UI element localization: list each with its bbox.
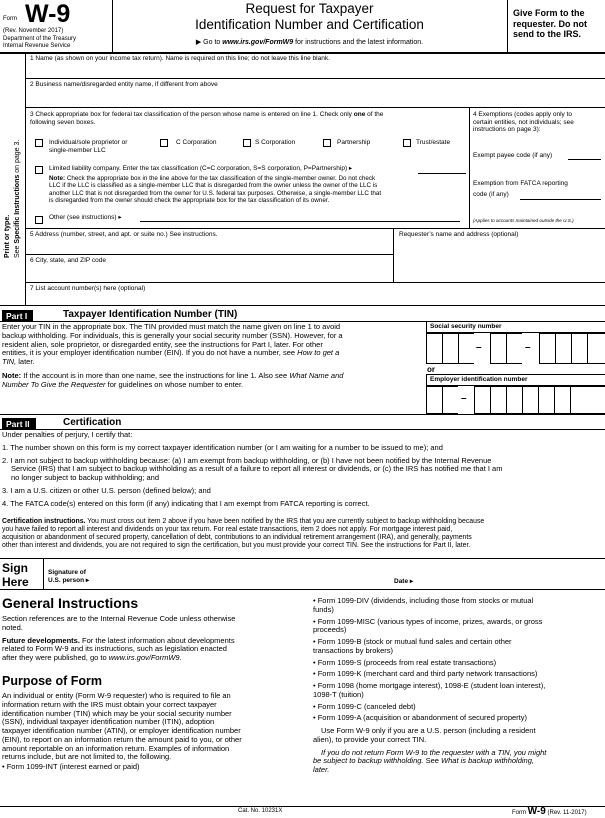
part-1-badge: Part I <box>2 310 33 322</box>
ein-digit[interactable] <box>506 386 522 414</box>
form-number: W-9 <box>25 0 71 28</box>
line-7-label: 7 List account number(s) here (optional) <box>30 285 146 292</box>
signature-field[interactable] <box>100 562 390 587</box>
ein-dash: – <box>461 393 467 404</box>
fatca-input[interactable] <box>520 199 601 200</box>
ssn-digit[interactable] <box>555 333 571 364</box>
goto-line: ▶ Go to www.irs.gov/FormW9 for instructions and the latest information. <box>195 39 424 46</box>
line-1-label: 1 Name (as shown on your income tax return). Name is required on this line; do not leave this line blank. <box>30 55 330 62</box>
ssn-dash: – <box>476 342 482 353</box>
ssn-digit[interactable] <box>458 333 474 364</box>
other-input[interactable] <box>140 221 460 222</box>
exempt-payee-input[interactable] <box>568 159 601 160</box>
ssn-digit[interactable] <box>442 333 458 364</box>
ein-digit[interactable] <box>490 386 506 414</box>
individual-label: Individual/sole proprietor or single-member LLC <box>49 139 128 154</box>
ein-digit[interactable] <box>522 386 538 414</box>
ein-digit[interactable] <box>538 386 554 414</box>
ein-label: Employer identification number <box>430 376 528 383</box>
line-2-label: 2 Business name/disregarded entity name, if different from above <box>30 81 218 88</box>
ein-digit[interactable] <box>426 386 442 414</box>
c-corp-checkbox[interactable] <box>160 139 168 147</box>
catalog-number: Cat. No. 10231X <box>238 808 283 814</box>
line-5-label: 5 Address (number, street, and apt. or suite no.) See instructions. <box>30 231 218 238</box>
ein-digit[interactable] <box>474 386 490 414</box>
trust-label: Trust/estate <box>416 139 451 146</box>
side-instructions: Print or type. <box>4 214 11 258</box>
signature-label: Signature of U.S. person ▸ <box>48 569 90 584</box>
llc-note: Note: Check the appropriate box in the line above for the tax classification of the single-member owner. Do not check LLC if the LLC is classified as a single-member LLC that is disregarded from the owner unless the owner of the LLC is another LLC that is not disregarded from the owner for U.S. federal tax purposes. Otherwise, a single-member LLC that is disregarded from the owner should check the appropriate box for the tax classification of its owner. <box>49 175 382 205</box>
date-label: Date ▸ <box>394 578 414 585</box>
other-label: Other (see instructions) ▸ <box>49 214 122 221</box>
partnership-checkbox[interactable] <box>323 139 331 147</box>
ein-digit[interactable] <box>442 386 458 414</box>
purpose-text: An individual or entity (Form W-9 requester) who is required to file an information return with the IRS must obtain your correct taxpayer identification number (TIN) which may be your social security number (SSN), individual taxpayer identification number (ITIN), adoption taxpayer identification number (ATIN), or employer identification number (EIN), to report on an information return the amount paid to you, or other amount reportable on an information return. Examples of information returns include, but are not limited to, the following. • Form 1099-INT (interest earned or paid) <box>2 691 242 772</box>
other-checkbox[interactable] <box>35 216 43 224</box>
ein-input[interactable] <box>426 386 605 414</box>
requester-label: Requester’s name and address (optional) <box>399 231 519 238</box>
s-corp-label: S Corporation <box>255 139 296 146</box>
individual-checkbox[interactable] <box>35 139 43 147</box>
sign-here-label: Sign Here <box>2 561 29 590</box>
ssn-dash: – <box>525 342 531 353</box>
ssn-digit[interactable] <box>490 333 506 364</box>
ein-digit[interactable] <box>554 386 570 414</box>
ssn-digit[interactable] <box>539 333 555 364</box>
llc-classification-input[interactable] <box>418 173 466 174</box>
form-label: Form <box>3 16 17 22</box>
ssn-digit[interactable] <box>426 333 442 364</box>
footer-form-id: Form W-9 (Rev. 11-2017) <box>512 806 587 817</box>
give-form-note: Give Form to the requester. Do not send to the IRS. <box>513 8 588 40</box>
form-revision: (Rev. November 2017) <box>3 28 64 34</box>
irs-link[interactable]: www.irs.gov/FormW9 <box>222 39 294 46</box>
general-instructions-heading: General Instructions <box>2 595 139 611</box>
part-2-badge: Part II <box>2 418 36 430</box>
form-title: Request for Taxpayer Identification Number and Certification <box>195 1 424 32</box>
trust-checkbox[interactable] <box>403 139 411 147</box>
line-6-label: 6 City, state, and ZIP code <box>30 257 106 264</box>
exemptions-label: 4 Exemptions (codes apply only to certain entities, not individuals; see instructions on page 3): <box>473 111 574 134</box>
agency: Internal Revenue Service <box>3 43 71 49</box>
purpose-heading: Purpose of Form <box>2 674 103 688</box>
department: Department of the Treasury <box>3 36 77 42</box>
line-3-label: 3 Check appropriate box for federal tax classification of the person whose name is entered on line 1. Check only one of the following seven boxes. <box>30 111 384 126</box>
partnership-label: Partnership <box>337 139 371 146</box>
date-field[interactable] <box>420 566 600 586</box>
llc-checkbox[interactable] <box>35 166 43 174</box>
ssn-digit[interactable] <box>571 333 587 364</box>
ssn-input[interactable] <box>426 333 605 364</box>
ssn-digit[interactable] <box>587 333 605 364</box>
s-corp-checkbox[interactable] <box>243 139 251 147</box>
ssn-label: Social security number <box>430 323 502 330</box>
irs-link-2[interactable]: www.irs.gov/FormW9. <box>108 653 182 663</box>
c-corp-label: C Corporation <box>176 139 217 146</box>
fatca-applies-note: (Applies to accounts maintained outside the U.S.) <box>473 218 574 223</box>
part-2-title: Certification <box>63 417 122 428</box>
side-instructions-2: See Specific Instructions on page 3. <box>14 139 21 258</box>
certification-text: Under penalties of perjury, I certify that: 1. The number shown on this form is my correct taxpayer identification number (or I am waiting for a number to be issued to me); and 2. I am not subject to backup withholding because: (a) I am exempt from backup withholding, or (b) I have not been notified by the Internal Revenue Service (IRS) that I am subject to backup withholding as a result of a failure to report all interest or dividends, or (c) the IRS has notified me that I am no longer subject to backup withholding; and 3. I am a U.S. citizen or other U.S. person (defined below); and 4. The FATCA code(s) entered on this form (if any) indicating that I am exempt from FATCA reporting is correct. <box>2 430 503 508</box>
instructions-right-column: • Form 1099-DIV (dividends, including those from stocks or mutual funds) • Form 1099-MISC (various types of income, prizes, awards, or gross proceeds) • Form 1099-B (stock or mutual fund sales and certain other transactions by brokers) • Form 1099-S (proceeds from real estate transactions) • Form 1099-K (merchant card and third party network transactions) • Form 1098 (home mortgage interest), 1098-E (student loan interest), 1098-T (tuition) • Form 1099-C (canceled debt) • Form 1099-A (acquisition or abandonment of secured property) Use Form W-9 only if you are a U.S. person (including a resident alien), to provide your correct TIN. If you do not return Form W-9 to the requester with a TIN, you might be subject to backup withholding. See What is backup withholding, later. <box>313 596 547 775</box>
llc-label: Limited liability company. Enter the tax classification (C=C corporation, S=S corporation, P=Partnership) ▸ <box>49 165 353 172</box>
instructions-left-column: Section references are to the Internal Revenue Code unless otherwise noted. Future developments. For the latest information about developments related to Form W-9 and its instructions, such as legislation enacted after they were published, go to www.irs.gov/FormW9. <box>2 614 236 663</box>
part-1-title: Taxpayer Identification Number (TIN) <box>63 309 238 320</box>
exempt-payee-label: Exempt payee code (if any) <box>473 152 553 159</box>
fatca-label: Exemption from FATCA reporting code (if any) <box>473 180 568 198</box>
ssn-digit[interactable] <box>506 333 522 364</box>
part-1-text: Enter your TIN in the appropriate box. The TIN provided must match the name given on line 1 to avoid backup withholding. For individuals, this is generally your social security number (SSN). However, for a resident alien, sole proprietor, or disregarded entity, see the instructions for Part I, later. For other entities, it is your employer identification number (EIN). If you do not have a number, see How to get a TIN, later. Note: If the account is in more than one name, see the instructions for line 1. Also see What Name and Number To Give the Requester for guidelines on whose number to enter. <box>2 322 344 389</box>
ein-digit[interactable] <box>570 386 605 414</box>
or-label: or <box>427 365 435 374</box>
certification-instructions: Certification instructions. You must cross out item 2 above if you have been notified by the IRS that you are currently subject to backup withholding because you have failed to report all interest and dividends on your tax return. For real estate transactions, item 2 does not apply. For mortgage interest paid, acquisition or abandonment of secured property, cancellation of debt, contributions to an individual retirement arrangement (IRA), and generally, payments other than interest and dividends, you are not required to sign the certification, but you must provide your correct TIN. See the instructions for Part II, later. <box>2 518 485 550</box>
